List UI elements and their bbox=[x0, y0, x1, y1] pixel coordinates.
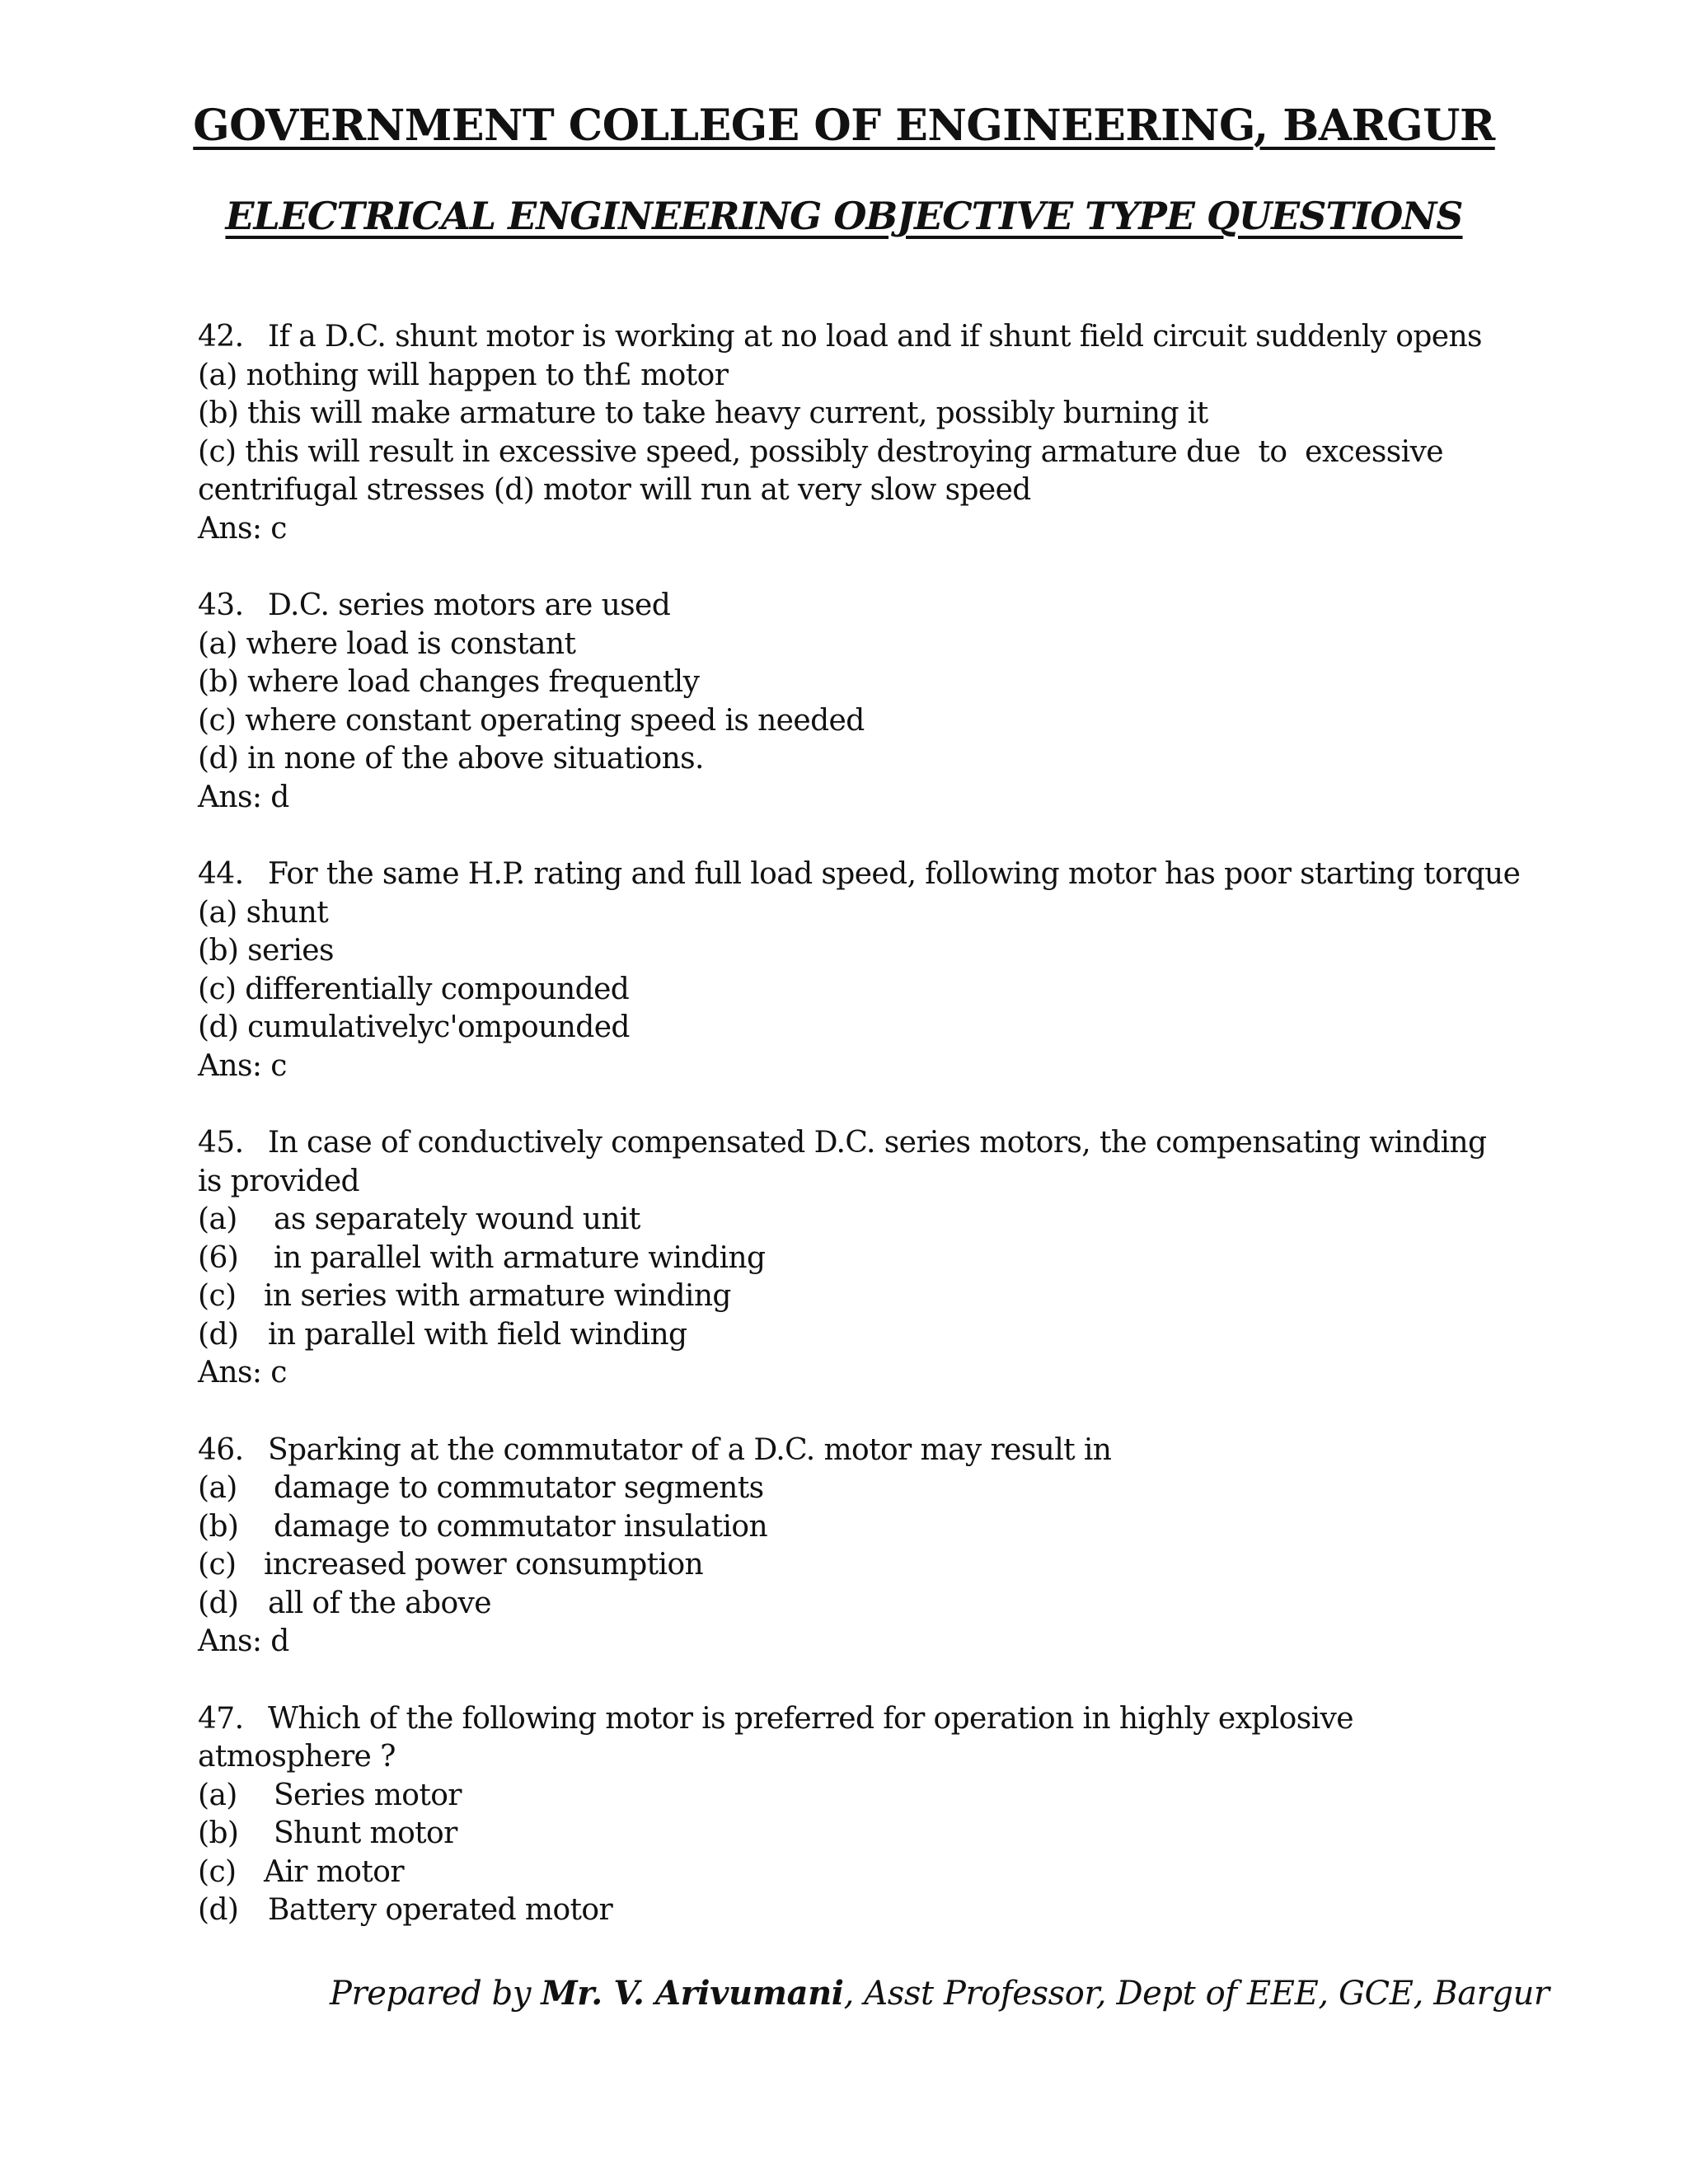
option-text: Series motor bbox=[274, 1778, 462, 1812]
question-43 bbox=[198, 587, 1500, 817]
option-line: (d) cumulativelyc'ompounded bbox=[198, 1010, 630, 1044]
option-line bbox=[198, 1585, 1500, 1624]
question-stem bbox=[198, 1700, 1500, 1777]
answer-line: Ans: d bbox=[198, 780, 289, 814]
option-tag: (d) bbox=[198, 1893, 239, 1927]
option-line bbox=[198, 1240, 1500, 1278]
question-text: If a D.C. shunt motor is working at no load and if shunt field circuit suddenly opens bbox=[268, 320, 1482, 354]
answer-line: Ans: c bbox=[198, 1356, 287, 1390]
option-text: increased power consumption bbox=[264, 1548, 704, 1582]
option-line bbox=[198, 1777, 1500, 1816]
option-line: (b) where load changes frequently bbox=[198, 665, 700, 699]
option-line: (c) this will result in excessive speed, possibly destroying armature due to excessive bbox=[198, 434, 1443, 469]
option-line bbox=[198, 1854, 1500, 1892]
option-line: (a) nothing will happen to th£ motor bbox=[198, 358, 729, 392]
option-text: damage to commutator segments bbox=[274, 1471, 764, 1505]
option-line bbox=[198, 1277, 1500, 1316]
question-stem bbox=[198, 1124, 1500, 1201]
question-stem bbox=[198, 855, 1521, 894]
question-stem bbox=[198, 587, 1500, 626]
option-tag: (b) bbox=[198, 1816, 239, 1850]
option-text: in parallel with field winding bbox=[268, 1317, 687, 1352]
option-tag: (c) bbox=[198, 1548, 237, 1582]
question-text: Sparking at the commutator of a D.C. motor may result in bbox=[268, 1432, 1112, 1467]
option-line: (a) shunt bbox=[198, 895, 329, 930]
footer-credit bbox=[330, 1974, 1550, 2013]
option-tag: (a) bbox=[198, 1471, 237, 1505]
question-42 bbox=[198, 318, 1500, 548]
option-text: Shunt motor bbox=[274, 1816, 457, 1850]
option-tag: (a) bbox=[198, 1778, 237, 1812]
page-title: GOVERNMENT COLLEGE OF ENGINEERING, BARGUR bbox=[193, 101, 1495, 151]
question-text: D.C. series motors are used bbox=[268, 588, 671, 622]
option-line bbox=[198, 1316, 1500, 1355]
question-stem bbox=[198, 1432, 1500, 1470]
option-line: (b) this will make armature to take heavy current, possibly burning it bbox=[198, 396, 1208, 430]
footer-suffix: , Asst Professor, Dept of EEE, GCE, Bargur bbox=[843, 1975, 1550, 2013]
option-line: (b) series bbox=[198, 934, 334, 968]
option-tag: (6) bbox=[198, 1240, 239, 1275]
answer-line: Ans: c bbox=[198, 1048, 287, 1083]
option-text: in parallel with armature winding bbox=[274, 1240, 766, 1275]
option-line: (d) in none of the above situations. bbox=[198, 742, 704, 776]
question-44 bbox=[198, 855, 1521, 1085]
page-subtitle: ELECTRICAL ENGINEERING OBJECTIVE TYPE QUESTIONS bbox=[225, 194, 1463, 238]
question-47 bbox=[198, 1700, 1500, 1930]
option-line: (c) differentially compounded bbox=[198, 972, 630, 1006]
question-45 bbox=[198, 1124, 1500, 1393]
option-line bbox=[198, 1508, 1500, 1547]
option-tag: (d) bbox=[198, 1586, 239, 1620]
question-46 bbox=[198, 1432, 1500, 1661]
option-line bbox=[198, 1546, 1500, 1585]
footer-author: Mr. V. Arivumani bbox=[541, 1974, 844, 2013]
option-line bbox=[198, 1815, 1500, 1854]
option-tag: (a) bbox=[198, 1202, 237, 1236]
option-text: Air motor bbox=[264, 1854, 404, 1889]
option-tag: (b) bbox=[198, 1509, 239, 1544]
option-line bbox=[198, 1469, 1500, 1508]
option-line: (a) where load is constant bbox=[198, 626, 576, 661]
option-text: in series with armature winding bbox=[264, 1279, 731, 1313]
option-text: all of the above bbox=[268, 1586, 491, 1620]
question-text: Which of the following motor is preferred for operation in highly explosive atmosphere ? bbox=[198, 1701, 1353, 1774]
question-number: 45. bbox=[198, 1126, 244, 1160]
question-number: 43. bbox=[198, 588, 244, 622]
question-stem bbox=[198, 318, 1500, 357]
question-number: 46. bbox=[198, 1432, 244, 1467]
option-line bbox=[198, 1201, 1500, 1240]
question-list bbox=[198, 318, 1521, 1969]
option-text: Battery operated motor bbox=[268, 1893, 613, 1927]
question-number: 44. bbox=[198, 857, 244, 891]
question-number: 47. bbox=[198, 1701, 244, 1736]
option-text: damage to commutator insulation bbox=[274, 1509, 768, 1544]
option-line bbox=[198, 1891, 1500, 1930]
question-text: In case of conductively compensated D.C. series motors, the compensating winding is provided bbox=[198, 1126, 1487, 1198]
option-line: centrifugal stresses (d) motor will run at very slow speed bbox=[198, 473, 1031, 507]
question-number: 42. bbox=[198, 320, 244, 354]
footer-prefix: Prepared by bbox=[330, 1975, 542, 2013]
answer-line: Ans: c bbox=[198, 511, 287, 546]
option-text: as separately wound unit bbox=[274, 1202, 640, 1236]
answer-line: Ans: d bbox=[198, 1624, 289, 1658]
option-tag: (c) bbox=[198, 1279, 237, 1313]
option-tag: (c) bbox=[198, 1854, 237, 1889]
question-text: For the same H.P. rating and full load speed, following motor has poor starting torque bbox=[268, 857, 1521, 891]
option-line: (c) where constant operating speed is needed bbox=[198, 703, 865, 738]
option-tag: (d) bbox=[198, 1317, 239, 1352]
